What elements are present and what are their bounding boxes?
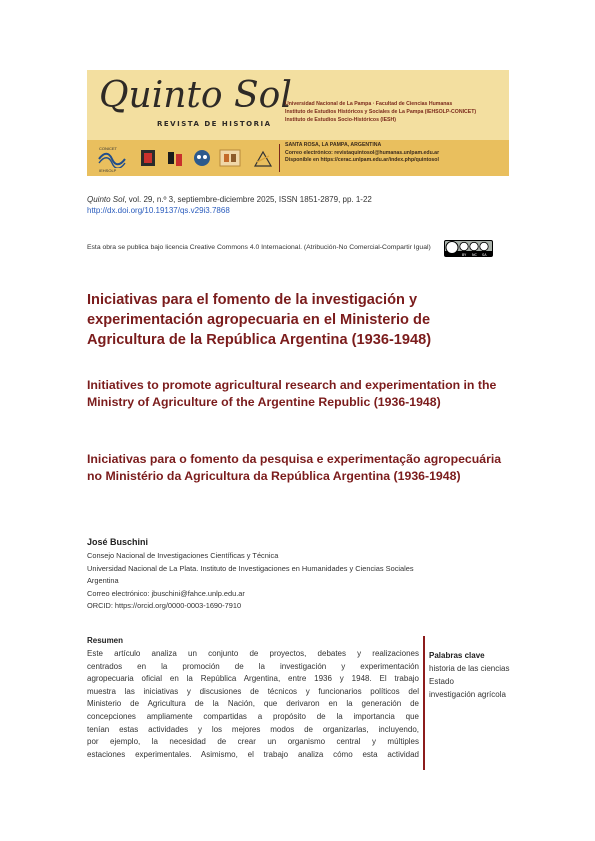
- keywords-heading: Palabras clave: [429, 651, 485, 660]
- author-name: José Buschini: [87, 537, 149, 547]
- affiliation-line: Consejo Nacional de Investigaciones Científicas y Técnica: [87, 551, 279, 560]
- contact-location: SANTA ROSA, LA PAMPA, ARGENTINA: [285, 142, 382, 148]
- contact-email: Correo electrónico: revistaquintosol@humanas.unlpam.edu.ar: [285, 149, 440, 156]
- institute-logo-icon: [219, 148, 241, 168]
- title-spanish: Iniciativas para el fomento de la investigación y experimentación agropecuaria en el Ministerio de Agricultura de la República Argentina (1936-1948): [87, 292, 432, 348]
- abstract-line: centrados en la promoción de la investigación y experimentación: [87, 661, 419, 671]
- abstract-line: Ministerio de Agricultura de la Nación, que derivaron en la generación de: [87, 699, 419, 709]
- creative-commons-badge-icon[interactable]: [444, 240, 493, 257]
- title-portuguese: Iniciativas para o fomento da pesquisa e experimentação agropecuária no Ministério da Agricultura da República Argentina (1936-1948): [87, 452, 502, 483]
- doi-link[interactable]: http://dx.doi.org/10.19137/qs.v29i3.7868: [87, 206, 230, 215]
- conicet-logo-icon: [97, 148, 127, 168]
- abstract-heading: Resumen: [87, 636, 124, 645]
- title-english: Initiatives to promote agricultural research and experimentation in the Ministry of Agriculture of the Argentine Republic (1936-1948): [87, 378, 497, 409]
- license-text: Esta obra se publica bajo licencia Creative Commons 4.0 Internacional. (Atribución-No Comercial-Compartir Igual): [87, 244, 431, 251]
- abstract-line: concepciones ampliamente compartidas a propósito de la importancia que: [87, 711, 419, 721]
- institution-line: Instituto de Estudios Socio-Históricos (IESH): [285, 117, 396, 123]
- abstract-line: Este artículo analiza un conjunto de proyectos, debates y realizaciones: [87, 649, 419, 658]
- journal-banner: [87, 70, 509, 176]
- journal-logo-subtitle: REVISTA DE HISTORIA: [157, 120, 272, 128]
- abstract-line: agropecuaria oficial en la República Argentina, entre 1936 y 1948. El trabajo: [87, 674, 419, 684]
- abstract-body: [87, 648, 419, 761]
- keyword-item: investigación agrícola: [429, 690, 506, 699]
- abstract-line: estaciones experimentales. Asimismo, el trabajo analiza cómo esta actividad: [87, 749, 419, 759]
- university-crest-icon: [139, 148, 157, 168]
- citation-details: , vol. 29, n.º 3, septiembre-diciembre 2025, ISSN 1851-2879, pp. 1-22: [124, 195, 372, 204]
- author-orcid: ORCID: https://orcid.org/0000-0003-1690-7910: [87, 601, 242, 610]
- affiliation-line: Argentina: [87, 576, 119, 585]
- abstract-line: por ejemplo, la necesidad de crear un organismo central y múltiples: [87, 737, 419, 747]
- institution-line: Universidad Nacional de La Pampa · Facultad de Ciencias Humanas: [285, 101, 453, 107]
- author-email: Correo electrónico: jbuschini@fahce.unlp.edu.ar: [87, 588, 245, 598]
- affiliation-line: Universidad Nacional de La Plata. Instituto de Investigaciones en Humanidades y Ciencias Sociales: [87, 563, 414, 573]
- owl-logo-icon: [193, 148, 211, 168]
- author-affiliations: [87, 550, 414, 613]
- cc-label-by: BY: [462, 252, 467, 257]
- conicet-label: CONICET: [99, 146, 117, 151]
- institutions-block: [285, 100, 476, 124]
- keyword-item: historia de las ciencias: [429, 664, 510, 673]
- partner-logos: [97, 144, 275, 172]
- hands-logo-icon: [165, 148, 185, 168]
- rays-logo-icon: [253, 148, 273, 168]
- keywords-block: [429, 649, 509, 701]
- cc-label-nc: NC: [472, 252, 477, 257]
- keyword-item: Estado: [429, 677, 454, 686]
- abstract-line: tenían estas actividades y los mejores modos de organizarlas, incluyendo,: [87, 724, 419, 734]
- institution-line: Instituto de Estudios Históricos y Sociales de La Pampa (IEHSOLP-CONICET): [285, 109, 477, 115]
- contact-block: [285, 142, 439, 165]
- keywords-divider: [423, 636, 425, 770]
- banner-divider: [279, 144, 280, 172]
- contact-website: Disponible en https://cerac.unlpam.edu.ar/index.php/quintosol: [285, 157, 439, 163]
- citation-journal: Quinto Sol: [87, 195, 125, 204]
- journal-logo-title: Quinto Sol: [99, 75, 292, 116]
- citation-block: [87, 194, 372, 216]
- iehsolp-label: IEHSOLP: [99, 168, 117, 173]
- cc-label-sa: SA: [482, 252, 487, 257]
- abstract-line: muestra las iniciativas y discusiones de técnicos y funcionarios políticos del: [87, 686, 419, 696]
